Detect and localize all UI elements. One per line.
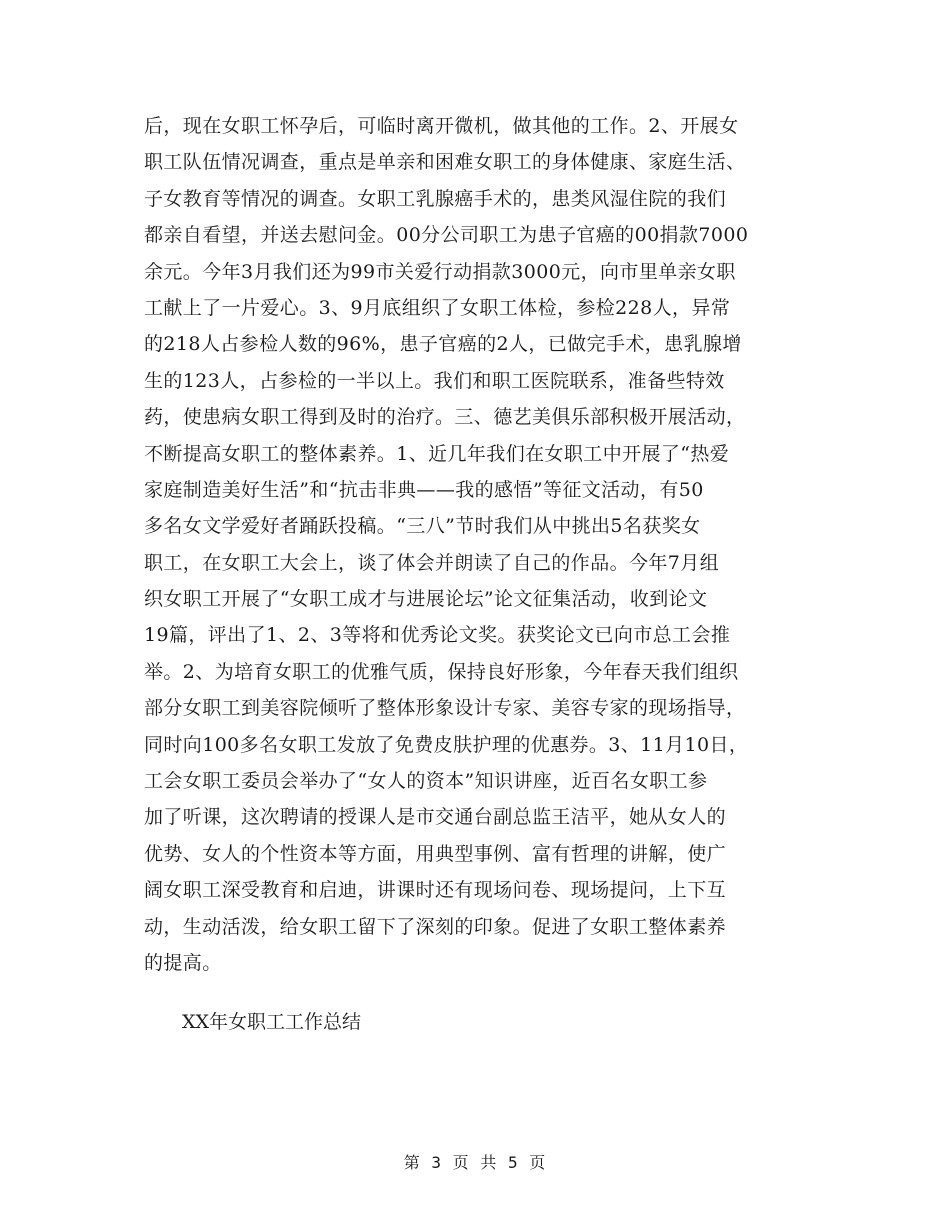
text-line: 不断提高女职工的整体素养。1、近几年我们在女职工中开展了“热爱 bbox=[144, 442, 730, 465]
text-line: 举。2、为培育女职工的优雅气质，保持良好形象，今年春天我们组织 bbox=[144, 660, 739, 683]
text-line: 的218人占参检人数的96%，患子官癌的2人，已做完手术，患乳腺增 bbox=[144, 333, 742, 356]
text-line: 的提高。 bbox=[144, 951, 222, 974]
text-line: 职工队伍情况调查，重点是单亲和困难女职工的身体健康、家庭生活、 bbox=[144, 151, 746, 174]
text-line: 都亲自看望，并送去慰问金。00分公司职工为患子官癌的00捐款7000 bbox=[144, 224, 749, 247]
text-line: 部分女职工到美容院倾听了整体形象设计专家、美容专家的现场指导， bbox=[144, 697, 746, 720]
text-line: 同时向100多名女职工发放了免费皮肤护理的优惠券。3、11月10日， bbox=[144, 733, 749, 756]
text-line: 工献上了一片爱心。3、9月底组织了女职工体检，参检228人，异常 bbox=[144, 296, 731, 319]
text-line: 职工，在女职工大会上，谈了体会并朗读了自己的作品。今年7月组 bbox=[144, 551, 720, 574]
section-title: XX年女职工工作总结 bbox=[182, 1011, 362, 1033]
text-line: 19篇，评出了1、2、3等将和优秀论文奖。获奖论文已向市总工会推 bbox=[144, 624, 731, 647]
body-paragraph bbox=[144, 108, 804, 981]
text-line: 子女教育等情况的调查。女职工乳腺癌手术的，患类风湿住院的我们 bbox=[144, 187, 727, 210]
page-number-footer: 第 3 页 共 5 页 bbox=[403, 1153, 547, 1172]
text-line: 工会女职工委员会举办了“女人的资本”知识讲座，近百名女职工参 bbox=[144, 770, 708, 793]
text-line: 多名女文学爱好者踊跃投稿。“三八”节时我们从中挑出5名获奖女 bbox=[144, 515, 701, 538]
text-line: 药，使患病女职工得到及时的治疗。三、德艺美俱乐部积极开展活动， bbox=[144, 406, 746, 429]
text-line: 织女职工开展了“女职工成才与进展论坛”论文征集活动，收到论文 bbox=[144, 588, 708, 611]
text-line: 加了听课，这次聘请的授课人是市交通台副总监王洁平，她从女人的 bbox=[144, 806, 727, 829]
text-line: 阔女职工深受教育和启迪，讲课时还有现场问卷、现场提问，上下互 bbox=[144, 879, 727, 902]
text-line: 余元。今年3月我们还为99市关爱行动捐款3000元，向市里单亲女职 bbox=[144, 260, 736, 283]
text-line: 动，生动活泼，给女职工留下了深刻的印象。促进了女职工整体素养 bbox=[144, 915, 727, 938]
text-line: 生的123人，占参检的一半以上。我们和职工医院联系，准备些特效 bbox=[144, 369, 725, 392]
text-line: 家庭制造美好生活”和“抗击非典——我的感悟”等征文活动，有50 bbox=[144, 478, 704, 501]
text-line: 优势、女人的个性资本等方面，用典型事例、富有哲理的讲解，使广 bbox=[144, 842, 727, 865]
text-line: 后，现在女职工怀孕后，可临时离开微机，做其他的工作。2、开展女 bbox=[144, 115, 739, 137]
